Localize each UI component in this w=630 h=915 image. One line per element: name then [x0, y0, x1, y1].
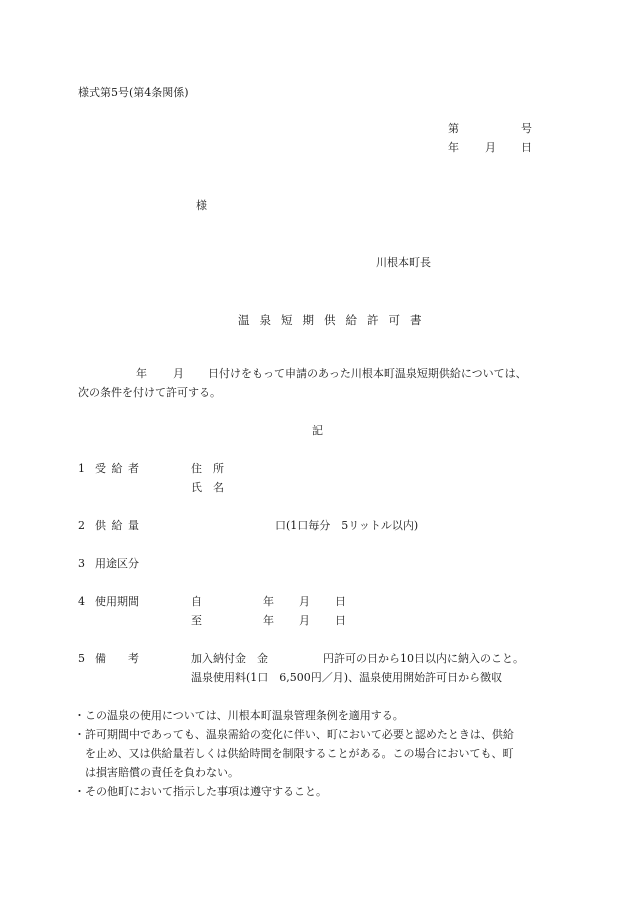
remarks-fee-text: 円許可の日から10日以内に納入のこと。	[323, 652, 524, 665]
period-from: 自	[191, 595, 202, 608]
item-1-address: 住 所	[191, 462, 224, 475]
item-1-number: 1	[78, 462, 85, 475]
period-from-day: 日	[335, 595, 346, 608]
intro-month: 月	[173, 367, 184, 380]
period-from-month: 月	[299, 595, 310, 608]
item-3-label: 用途区分	[95, 557, 139, 570]
recipient-honorific: 様	[196, 199, 207, 212]
period-to-day: 日	[335, 614, 346, 627]
date-day: 日	[521, 141, 532, 154]
item-1-label: 受給者	[95, 462, 145, 475]
item-2-label: 供給量	[95, 519, 145, 532]
intro-line2: 次の条件を付けて許可する。	[78, 386, 221, 399]
item-5-number: 5	[78, 652, 85, 665]
date-month: 月	[485, 141, 496, 154]
item-2-number: 2	[78, 519, 85, 532]
item-5-label: 備 考	[95, 652, 139, 665]
remarks-fee-label: 加入納付金 金	[191, 652, 268, 665]
item-2-value: 口(1口毎分 5リットル以内)	[275, 519, 419, 532]
doc-number-suffix: 号	[521, 122, 532, 135]
period-from-year: 年	[263, 595, 274, 608]
intro-year: 年	[136, 367, 147, 380]
ki-heading: 記	[312, 424, 323, 437]
doc-number-prefix: 第	[448, 122, 459, 135]
note-line: は損害賠償の責任を負わない。	[74, 766, 239, 779]
issuer: 川根本町長	[376, 256, 431, 269]
period-to: 至	[191, 614, 202, 627]
date-year: 年	[448, 141, 459, 154]
period-to-month: 月	[299, 614, 310, 627]
item-1-name: 氏 名	[191, 481, 224, 494]
document-title: 温泉短期供給許可書	[238, 313, 432, 327]
item-4-number: 4	[78, 595, 85, 608]
note-line: ・その他町において指示した事項は遵守すること。	[74, 785, 327, 798]
note-line: ・許可期間中であっても、温泉需給の変化に伴い、町において必要と認めたときは、供給	[74, 728, 514, 741]
note-line: ・この温泉の使用については、川根本町温泉管理条例を適用する。	[74, 709, 404, 722]
note-line: を止め、又は供給量若しくは供給時間を制限することがある。この場合においても、町	[74, 747, 514, 760]
intro-line1: 日付けをもって申請のあった川根本町温泉短期供給については、	[208, 367, 527, 380]
form-label: 様式第5号(第4条関係)	[78, 86, 189, 99]
remarks-usage-fee: 温泉使用料(1口 6,500円／月)、温泉使用開始許可日から徴収	[191, 671, 503, 684]
period-to-year: 年	[263, 614, 274, 627]
item-3-number: 3	[78, 557, 85, 570]
item-4-label: 使用期間	[95, 595, 139, 608]
